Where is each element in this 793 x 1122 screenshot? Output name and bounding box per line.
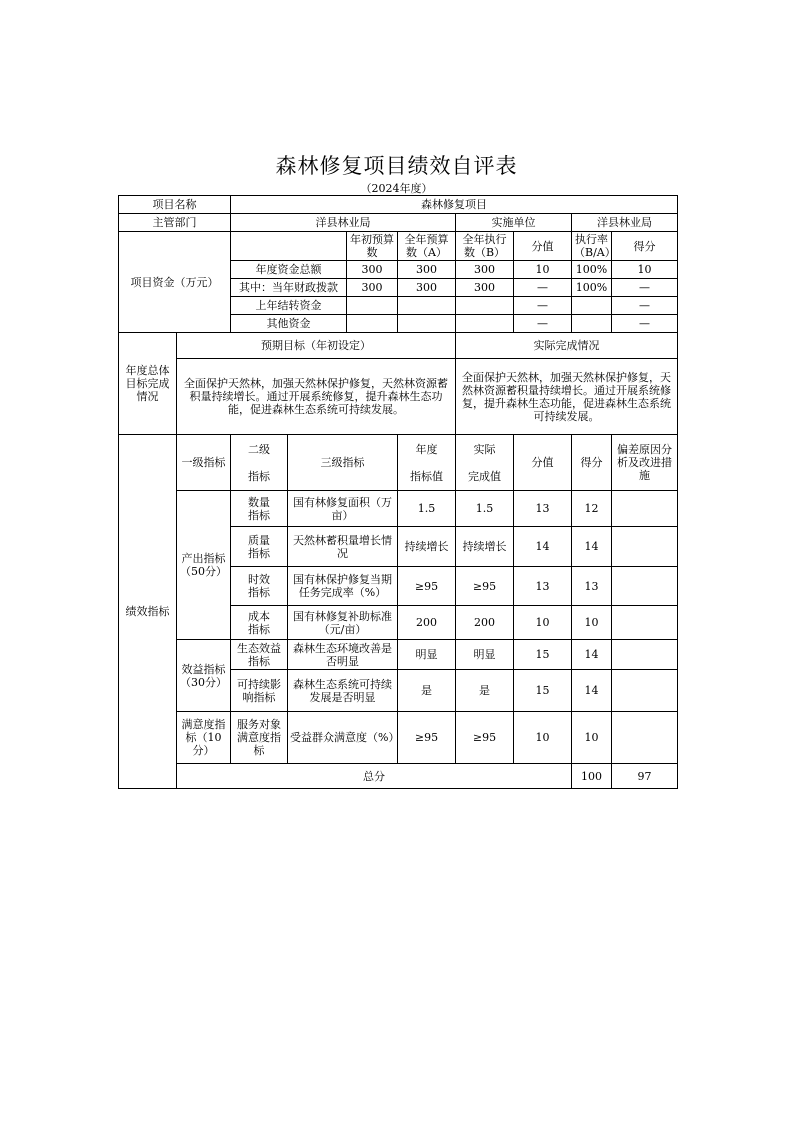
level2-line2: 指标 bbox=[248, 622, 270, 636]
fund-row-rate: 100% bbox=[572, 279, 612, 297]
level2-line1: 质量 bbox=[248, 533, 270, 547]
fund-row-rate: 100% bbox=[572, 261, 612, 279]
fund-row-full: 300 bbox=[398, 261, 456, 279]
actual-header bbox=[456, 435, 514, 491]
fund-row-exec bbox=[456, 297, 514, 315]
fund-row-score: — bbox=[514, 279, 572, 297]
fund-row-annual: 300 bbox=[347, 261, 398, 279]
reason-cell bbox=[612, 712, 678, 764]
got-cell: 14 bbox=[572, 670, 612, 712]
fund-row-got: 10 bbox=[612, 261, 678, 279]
perf-got-header: 得分 bbox=[572, 435, 612, 491]
satisfaction-group-label: 满意度指标（10分） bbox=[177, 712, 231, 764]
target-header-line2: 指标值 bbox=[410, 469, 443, 483]
fund-row-exec: 300 bbox=[456, 261, 514, 279]
output-group-label: 产出指标（50分） bbox=[177, 491, 231, 640]
funds-label: 项目资金（万元） bbox=[119, 232, 231, 333]
level3-cell: 森林生态系统可持续发展是否明显 bbox=[288, 670, 398, 712]
fund-row-annual: 300 bbox=[347, 279, 398, 297]
target-cell: 是 bbox=[398, 670, 456, 712]
score-cell: 15 bbox=[514, 640, 572, 670]
level1-header: 一级指标 bbox=[177, 435, 231, 491]
level2-header bbox=[231, 435, 288, 491]
level3-header: 三级指标 bbox=[288, 435, 398, 491]
project-name-label: 项目名称 bbox=[119, 196, 231, 214]
reason-header: 偏差原因分析及改进措施 bbox=[612, 435, 678, 491]
score-cell: 14 bbox=[514, 527, 572, 567]
level2-cell bbox=[231, 491, 288, 527]
fund-row-full bbox=[398, 315, 456, 333]
actual-cell: 1.5 bbox=[456, 491, 514, 527]
target-cell: 明显 bbox=[398, 640, 456, 670]
level2-line2: 指标 bbox=[248, 546, 270, 560]
score-cell: 15 bbox=[514, 670, 572, 712]
actual-goal-header: 实际完成情况 bbox=[456, 333, 678, 359]
table-row bbox=[119, 640, 678, 670]
goals-label: 年度总体目标完成情况 bbox=[119, 333, 177, 435]
actual-cell: 是 bbox=[456, 670, 514, 712]
fund-row-label: 年度资金总额 bbox=[231, 261, 347, 279]
level2-cell bbox=[231, 527, 288, 567]
fund-row-full: 300 bbox=[398, 279, 456, 297]
reason-cell bbox=[612, 567, 678, 606]
fund-row-got: — bbox=[612, 279, 678, 297]
level3-cell: 国有林修复面积（万亩） bbox=[288, 491, 398, 527]
funds-got-header: 得分 bbox=[612, 232, 678, 261]
level3-cell: 天然林蓄积量增长情况 bbox=[288, 527, 398, 567]
performance-label: 绩效指标 bbox=[119, 435, 177, 789]
target-cell: ≥95 bbox=[398, 567, 456, 606]
fund-row-exec bbox=[456, 315, 514, 333]
target-cell: ≥95 bbox=[398, 712, 456, 764]
level2-header-line1: 二级 bbox=[248, 442, 270, 456]
got-cell: 14 bbox=[572, 527, 612, 567]
impl-value: 洋县林业局 bbox=[572, 214, 678, 232]
fund-row-score: 10 bbox=[514, 261, 572, 279]
target-cell: 持续增长 bbox=[398, 527, 456, 567]
target-cell: 1.5 bbox=[398, 491, 456, 527]
fund-row-annual bbox=[347, 315, 398, 333]
dept-label: 主管部门 bbox=[119, 214, 231, 232]
got-cell: 12 bbox=[572, 491, 612, 527]
level3-cell: 森林生态环境改善是否明显 bbox=[288, 640, 398, 670]
actual-goal-text: 全面保护天然林，加强天然林保护修复，天然林资源蓄积量持续增长。通过开展系统修复，提升森林生态功能，促进森林生态系统可持续发展。 bbox=[456, 359, 678, 435]
total-label: 总分 bbox=[177, 764, 572, 789]
level2-cell: 生态效益指标 bbox=[231, 640, 288, 670]
total-row bbox=[119, 764, 678, 789]
project-name-value: 森林修复项目 bbox=[231, 196, 678, 214]
reason-cell bbox=[612, 670, 678, 712]
impl-label: 实施单位 bbox=[456, 214, 572, 232]
level2-cell: 可持续影响指标 bbox=[231, 670, 288, 712]
fund-row-exec: 300 bbox=[456, 279, 514, 297]
level2-cell bbox=[231, 567, 288, 606]
reason-cell bbox=[612, 640, 678, 670]
level3-cell: 受益群众满意度（%） bbox=[288, 712, 398, 764]
fund-row-annual bbox=[347, 297, 398, 315]
level3-cell: 国有林保护修复当期任务完成率（%） bbox=[288, 567, 398, 606]
level2-line1: 数量 bbox=[248, 495, 270, 509]
total-got: 97 bbox=[612, 764, 678, 789]
fund-row-label: 其中：当年财政拨款 bbox=[231, 279, 347, 297]
reason-cell bbox=[612, 606, 678, 640]
annual-budget-header: 年初预算数 bbox=[347, 232, 398, 261]
total-score: 100 bbox=[572, 764, 612, 789]
got-cell: 10 bbox=[572, 606, 612, 640]
full-budget-header: 全年预算数（A） bbox=[398, 232, 456, 261]
table-row bbox=[119, 491, 678, 527]
fund-row-score: — bbox=[514, 315, 572, 333]
full-exec-header: 全年执行数（B） bbox=[456, 232, 514, 261]
page-subtitle: （2024年度） bbox=[360, 182, 433, 195]
level2-line1: 成本 bbox=[248, 609, 270, 623]
target-header bbox=[398, 435, 456, 491]
score-cell: 13 bbox=[514, 567, 572, 606]
level2-line2: 指标 bbox=[248, 586, 270, 599]
level2-line2: 指标 bbox=[248, 508, 270, 522]
actual-cell: ≥95 bbox=[456, 567, 514, 606]
level2-header-line2: 指标 bbox=[248, 469, 270, 483]
fund-row-rate bbox=[572, 315, 612, 333]
score-cell: 10 bbox=[514, 606, 572, 640]
dept-value: 洋县林业局 bbox=[231, 214, 456, 232]
got-cell: 10 bbox=[572, 712, 612, 764]
fund-row-score: — bbox=[514, 297, 572, 315]
reason-cell bbox=[612, 527, 678, 567]
page-title: 森林修复项目绩效自评表 bbox=[275, 154, 518, 178]
fund-row-label: 其他资金 bbox=[231, 315, 347, 333]
level2-cell bbox=[231, 606, 288, 640]
actual-cell: ≥95 bbox=[456, 712, 514, 764]
expected-goal-header: 预期目标（年初设定） bbox=[177, 333, 456, 359]
level2-line1: 时效 bbox=[248, 573, 270, 586]
actual-cell: 明显 bbox=[456, 640, 514, 670]
benefit-group-label: 效益指标（30分） bbox=[177, 640, 231, 712]
actual-header-line1: 实际 bbox=[473, 442, 496, 456]
fund-row-rate bbox=[572, 297, 612, 315]
level3-cell: 国有林修复补助标准（元/亩） bbox=[288, 606, 398, 640]
exec-rate-header: 执行率（B/A） bbox=[572, 232, 612, 261]
expected-goal-text: 全面保护天然林，加强天然林保护修复，天然林资源蓄积量持续增长。通过开展系统修复，提升森林生态功能，促进森林生态系统可持续发展。 bbox=[177, 359, 456, 435]
table-row bbox=[119, 712, 678, 764]
actual-cell: 200 bbox=[456, 606, 514, 640]
score-cell: 13 bbox=[514, 491, 572, 527]
perf-score-header: 分值 bbox=[514, 435, 572, 491]
target-cell: 200 bbox=[398, 606, 456, 640]
evaluation-table bbox=[118, 195, 678, 789]
target-header-line1: 年度 bbox=[415, 442, 438, 456]
got-cell: 13 bbox=[572, 567, 612, 606]
fund-row-got: — bbox=[612, 315, 678, 333]
funds-header-blank bbox=[231, 232, 347, 261]
fund-row-got: — bbox=[612, 297, 678, 315]
reason-cell bbox=[612, 491, 678, 527]
actual-cell: 持续增长 bbox=[456, 527, 514, 567]
level2-cell: 服务对象满意度指标 bbox=[231, 712, 288, 764]
actual-header-line2: 完成值 bbox=[468, 469, 501, 483]
got-cell: 14 bbox=[572, 640, 612, 670]
fund-row-label: 上年结转资金 bbox=[231, 297, 347, 315]
fund-row-full bbox=[398, 297, 456, 315]
funds-score-header: 分值 bbox=[514, 232, 572, 261]
score-cell: 10 bbox=[514, 712, 572, 764]
